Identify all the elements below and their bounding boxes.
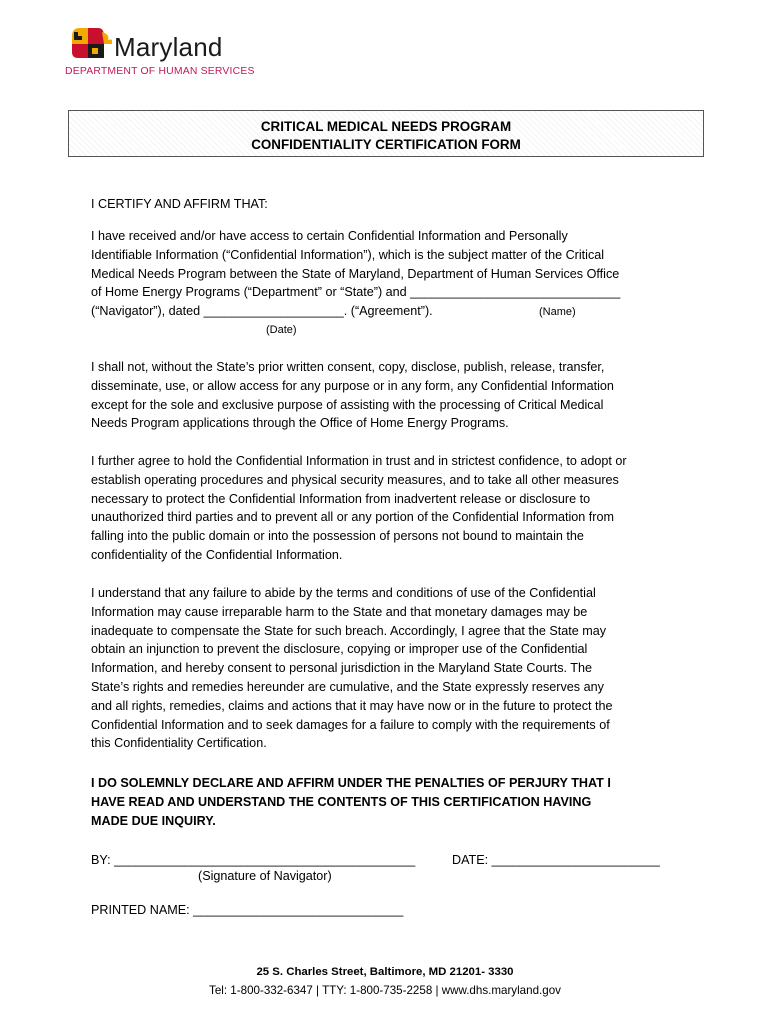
paragraph-2 bbox=[91, 358, 691, 433]
p4-line: Confidential Information and to seek damages for a failure to comply with the requirements of bbox=[91, 717, 610, 732]
paragraph-4 bbox=[91, 584, 691, 753]
form-title-line1: CRITICAL MEDICAL NEEDS PROGRAM bbox=[260, 119, 512, 134]
p2-line: except for the sole and exclusive purpose of assisting with the processing of Critical Medical bbox=[91, 397, 604, 412]
signature-label: (Signature of Navigator) bbox=[198, 869, 332, 883]
p4-line: State’s rights and remedies hereunder are cumulative, and the State expressly reserves any bbox=[91, 679, 604, 694]
form-title-line2: CONFIDENTIALITY CERTIFICATION FORM bbox=[251, 137, 521, 152]
footer-address: 25 S. Charles Street, Baltimore, MD 21201- 3330 bbox=[256, 966, 514, 978]
p3-line: falling into the public domain or into the possession of persons not bound to maintain the bbox=[91, 529, 584, 544]
p3-line: confidentiality of the Confidential Information. bbox=[91, 547, 343, 562]
p1-line: I have received and/or have access to certain Confidential Information and Personally bbox=[91, 229, 568, 243]
name-field-label: (Name) bbox=[539, 306, 576, 318]
p3-line: establish operating procedures and physical security measures, and to take all other measures bbox=[91, 472, 619, 487]
p1-line: of Home Energy Programs (“Department” or “State”) and ______________________________ bbox=[91, 285, 621, 300]
paragraph-3 bbox=[91, 452, 691, 565]
p4-line: and all rights, remedies, claims and actions that it may have now or in the future to protect the bbox=[91, 698, 613, 713]
form-title-box bbox=[68, 110, 704, 157]
printed-name-field[interactable]: PRINTED NAME: ______________________________ bbox=[91, 903, 404, 917]
declare-line: MADE DUE INQUIRY. bbox=[91, 813, 216, 828]
p3-line: I further agree to hold the Confidential Information in trust and in strictest confidence, to adopt or bbox=[91, 454, 627, 468]
p4-line: Information may cause irreparable harm to the State and that monetary damages may be bbox=[91, 604, 588, 619]
footer-contact: Tel: 1-800-332-6347 | TTY: 1-800-735-2258 | www.dhs.maryland.gov bbox=[209, 984, 561, 997]
p3-line: necessary to protect the Confidential Information from inadvertent release or disclosure to bbox=[91, 491, 591, 506]
p4-line: I understand that any failure to abide by the terms and conditions of use of the Confidential bbox=[91, 586, 596, 600]
date-field-label: (Date) bbox=[266, 324, 297, 336]
perjury-declaration bbox=[91, 774, 691, 830]
certify-heading: I CERTIFY AND AFFIRM THAT: bbox=[91, 197, 268, 211]
p1-line: (“Navigator”), dated ____________________. (“Agreement”). bbox=[91, 304, 433, 319]
p4-line: Information, and hereby consent to personal jurisdiction in the Maryland State Courts. The bbox=[91, 661, 592, 676]
p3-line: unauthorized third parties and to prevent all or any portion of the Confidential Information from bbox=[91, 510, 614, 525]
signature-by-field[interactable]: BY: ___________________________________________ bbox=[91, 853, 416, 867]
p2-line: I shall not, without the State’s prior written consent, copy, disclose, publish, release, transfer, bbox=[91, 360, 605, 374]
declare-line: I DO SOLEMNLY DECLARE AND AFFIRM UNDER THE PENALTIES OF PERJURY THAT I bbox=[91, 776, 611, 790]
p4-line: obtain an injunction to prevent the disclosure, copying or improper use of the Confidential bbox=[91, 642, 588, 657]
p4-line: this Confidentiality Certification. bbox=[91, 736, 267, 751]
logo-department: DEPARTMENT OF HUMAN SERVICES bbox=[65, 66, 255, 77]
p2-line: Needs Program applications through the Office of Home Energy Programs. bbox=[91, 416, 509, 431]
maryland-flag-mark-icon bbox=[64, 26, 112, 60]
logo-wordmark: Maryland bbox=[114, 32, 223, 62]
p1-line: Identifiable Information (“Confidential Information”), which is the subject matter of the Critical bbox=[91, 247, 605, 262]
declare-line: HAVE READ AND UNDERSTAND THE CONTENTS OF THIS CERTIFICATION HAVING bbox=[91, 794, 592, 809]
p2-line: disseminate, use, or allow access for any purpose or in any form, any Confidential Information bbox=[91, 378, 614, 393]
p4-line: inadequate to compensate the State for such breach. Accordingly, I agree that the State may bbox=[91, 623, 607, 638]
p1-line: Medical Needs Program between the State of Maryland, Department of Human Services Office bbox=[91, 266, 620, 281]
signature-date-field[interactable]: DATE: ________________________ bbox=[452, 853, 660, 867]
maryland-dhs-logo bbox=[64, 26, 264, 82]
